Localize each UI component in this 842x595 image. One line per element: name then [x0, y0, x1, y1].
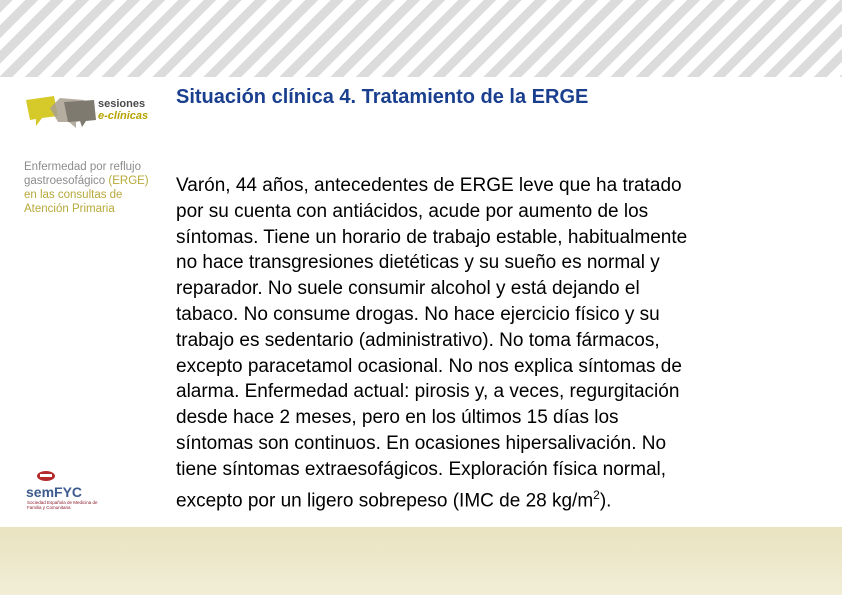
logo-line-2: e-clínicas	[98, 110, 149, 122]
sidebar-line-3: en las consultas de	[24, 189, 123, 201]
sidebar-line-1: Enfermedad por reflujo	[24, 161, 141, 173]
logo-line-1: sesiones	[98, 98, 146, 110]
striped-header-band	[0, 0, 842, 77]
semfyc-subtitle: Sociedad Española de Medicina de Familia y Comunitaria	[27, 500, 98, 510]
case-text-end: ).	[599, 489, 612, 511]
case-text: Varón, 44 años, antecedentes de ERGE leve que ha tratado por su cuenta con antiácidos, acude por aumento de los síntomas. Tiene un horario de trabajo estable, habitualmente no hace transgresiones dietéticas y su sueño es normal y reparador. No suele consumir alcohol y está dejando el tabaco. No consume drogas. No hace ejercicio físico y su trabajo es sedentario (administrativo). No toma fármacos, excepto paracetamol ocasional. No nos explica síntomas de alarma. Enfermedad actual: pirosis y, a veces, regurgitación desde hace 2 meses, pero en los últimos 15 días los síntomas son continuos. En ocasiones hipersalivación. No tiene síntomas extraesofágicos. Exploración física normal, excepto por un ligero sobrepeso (IMC de 28 kg/m	[176, 175, 688, 511]
sidebar-description	[24, 160, 164, 216]
sidebar-line-2b: (ERGE)	[108, 175, 149, 187]
footer-band	[0, 527, 842, 595]
semfyc-wordmark: semFYC	[26, 484, 83, 500]
sidebar-line-2a: gastroesofágico	[24, 175, 109, 187]
sesiones-logo-text	[98, 98, 148, 122]
slide-title: Situación clínica 4. Tratamiento de la ERGE	[176, 86, 589, 108]
sidebar-line-4: Atención Primaria	[24, 203, 115, 215]
superscript-2: 2	[593, 487, 600, 502]
case-description	[176, 173, 826, 514]
